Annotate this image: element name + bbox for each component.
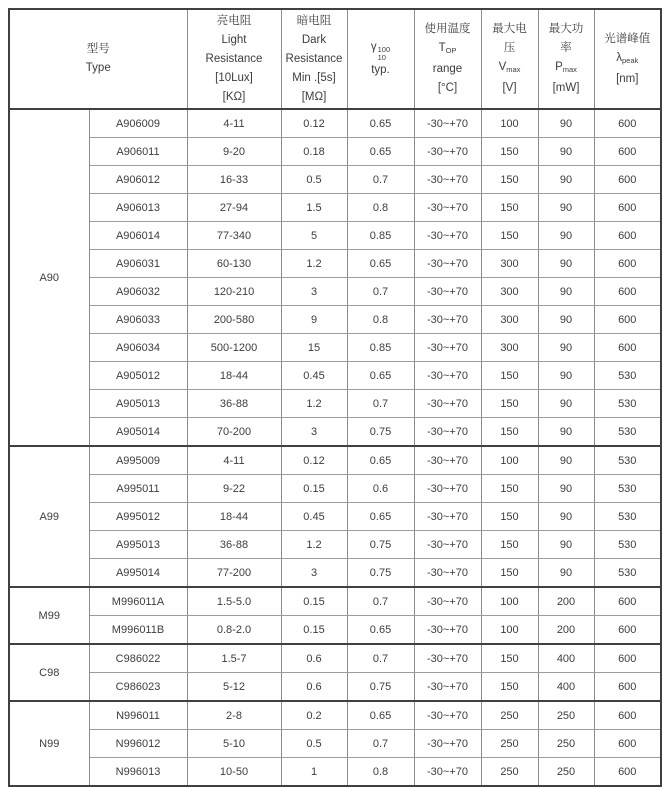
cell-vmax: 150 (481, 166, 538, 194)
cell-vmax: 150 (481, 194, 538, 222)
cell-dark-resistance: 15 (281, 334, 347, 362)
cell-vmax: 300 (481, 250, 538, 278)
cell-dark-resistance: 0.15 (281, 616, 347, 645)
cell-gamma: 0.75 (347, 559, 414, 588)
cell-pmax: 90 (538, 531, 594, 559)
header-line: [mW] (552, 82, 580, 94)
cell-vmax: 300 (481, 334, 538, 362)
cell-vmax: 250 (481, 730, 538, 758)
header-line: [KΩ] (222, 90, 246, 103)
cell-lambda-peak: 600 (594, 194, 661, 222)
cell-gamma: 0.65 (347, 250, 414, 278)
header-row (9, 9, 661, 109)
cell-pmax: 90 (538, 390, 594, 418)
cell-light-resistance: 4-11 (187, 109, 281, 138)
cell-light-resistance: 120-210 (187, 278, 281, 306)
cell-gamma: 0.65 (347, 446, 414, 475)
cell-gamma: 0.75 (347, 418, 414, 447)
cell-vmax: 150 (481, 362, 538, 390)
header-line: range (432, 63, 463, 75)
cell-pmax: 400 (538, 673, 594, 702)
cell-model: A995009 (89, 446, 187, 475)
cell-lambda-peak: 530 (594, 503, 661, 531)
cell-dark-resistance: 0.45 (281, 362, 347, 390)
cell-model: A905014 (89, 418, 187, 447)
cell-model: A906012 (89, 166, 187, 194)
table-row (9, 673, 661, 702)
cell-vmax: 300 (481, 278, 538, 306)
cell-lambda-peak: 530 (594, 446, 661, 475)
header-line: 亮电阻 (216, 14, 252, 27)
cell-dark-resistance: 0.45 (281, 503, 347, 531)
group-label: A90 (9, 109, 89, 446)
cell-gamma: 0.65 (347, 109, 414, 138)
header-line: typ. (371, 64, 390, 76)
cell-model: A995014 (89, 559, 187, 588)
cell-temp-range: -30~+70 (414, 758, 481, 787)
temp-symbol: $T_{OP}$ (438, 42, 457, 55)
cell-vmax: 100 (481, 109, 538, 138)
cell-vmax: 150 (481, 222, 538, 250)
cell-lambda-peak: 600 (594, 616, 661, 645)
table-row (9, 730, 661, 758)
cell-temp-range: -30~+70 (414, 250, 481, 278)
cell-model: A906034 (89, 334, 187, 362)
cell-vmax: 250 (481, 701, 538, 730)
cell-dark-resistance: 0.15 (281, 475, 347, 503)
cell-gamma: 0.65 (347, 616, 414, 645)
table-row (9, 531, 661, 559)
cell-lambda-peak: 530 (594, 531, 661, 559)
cell-lambda-peak: 600 (594, 138, 661, 166)
col-header-pmax (538, 9, 594, 109)
cell-vmax: 150 (481, 559, 538, 588)
cell-lambda-peak: 600 (594, 587, 661, 616)
col-header-light-resistance (187, 9, 281, 109)
cell-temp-range: -30~+70 (414, 531, 481, 559)
cell-lambda-peak: 530 (594, 559, 661, 588)
cell-light-resistance: 36-88 (187, 390, 281, 418)
cell-vmax: 150 (481, 475, 538, 503)
cell-lambda-peak: 600 (594, 758, 661, 787)
cell-vmax: 150 (481, 644, 538, 673)
cell-lambda-peak: 600 (594, 644, 661, 673)
header-line: 率 (560, 42, 572, 54)
cell-pmax: 200 (538, 587, 594, 616)
table-row (9, 644, 661, 673)
cell-dark-resistance: 0.2 (281, 701, 347, 730)
cell-light-resistance: 36-88 (187, 531, 281, 559)
cell-vmax: 150 (481, 138, 538, 166)
cell-model: A906011 (89, 138, 187, 166)
cell-model: N996013 (89, 758, 187, 787)
cell-gamma: 0.85 (347, 222, 414, 250)
cell-temp-range: -30~+70 (414, 475, 481, 503)
cell-pmax: 90 (538, 278, 594, 306)
cell-lambda-peak: 600 (594, 730, 661, 758)
header-line: [MΩ] (301, 90, 327, 103)
cell-light-resistance: 18-44 (187, 503, 281, 531)
cell-pmax: 90 (538, 334, 594, 362)
cell-dark-resistance: 0.6 (281, 673, 347, 702)
cell-pmax: 250 (538, 758, 594, 787)
cell-model: A906009 (89, 109, 187, 138)
header-line: 暗电阻 (296, 14, 332, 27)
header-line: [10Lux] (215, 71, 253, 84)
cell-dark-resistance: 3 (281, 278, 347, 306)
cell-light-resistance: 18-44 (187, 362, 281, 390)
table-row (9, 475, 661, 503)
cell-pmax: 250 (538, 730, 594, 758)
cell-vmax: 150 (481, 503, 538, 531)
cell-temp-range: -30~+70 (414, 673, 481, 702)
header-line: Min .[5s] (292, 71, 336, 84)
cell-pmax: 400 (538, 644, 594, 673)
cell-lambda-peak: 600 (594, 701, 661, 730)
col-header-temp-range (414, 9, 481, 109)
col-header-lambda-peak (594, 9, 661, 109)
cell-vmax: 150 (481, 673, 538, 702)
gamma-symbol: γ 100 10 (370, 41, 391, 62)
cell-temp-range: -30~+70 (414, 362, 481, 390)
type-label-cn: 型号 (86, 43, 110, 55)
cell-temp-range: -30~+70 (414, 194, 481, 222)
table-row (9, 222, 661, 250)
cell-temp-range: -30~+70 (414, 222, 481, 250)
table-row (9, 701, 661, 730)
table-row (9, 250, 661, 278)
cell-dark-resistance: 1.5 (281, 194, 347, 222)
cell-light-resistance: 10-50 (187, 758, 281, 787)
cell-pmax: 90 (538, 559, 594, 588)
cell-dark-resistance: 0.6 (281, 644, 347, 673)
col-header-dark-resistance (281, 9, 347, 109)
cell-temp-range: -30~+70 (414, 109, 481, 138)
cell-model: N996011 (89, 701, 187, 730)
cell-dark-resistance: 0.12 (281, 446, 347, 475)
cell-lambda-peak: 600 (594, 334, 661, 362)
cell-dark-resistance: 0.18 (281, 138, 347, 166)
col-header-type (9, 9, 187, 109)
vmax-symbol: $V_{max}$ (498, 61, 521, 74)
cell-model: M996011B (89, 616, 187, 645)
group-label: N99 (9, 701, 89, 786)
table-row (9, 362, 661, 390)
cell-temp-range: -30~+70 (414, 166, 481, 194)
cell-lambda-peak: 530 (594, 475, 661, 503)
cell-light-resistance: 200-580 (187, 306, 281, 334)
header-line: Resistance (285, 52, 343, 65)
cell-lambda-peak: 600 (594, 250, 661, 278)
header-line: 光谱峰值 (604, 32, 651, 45)
cell-pmax: 90 (538, 138, 594, 166)
cell-model: A906014 (89, 222, 187, 250)
cell-temp-range: -30~+70 (414, 446, 481, 475)
cell-lambda-peak: 600 (594, 222, 661, 250)
cell-lambda-peak: 600 (594, 109, 661, 138)
cell-dark-resistance: 3 (281, 559, 347, 588)
cell-gamma: 0.75 (347, 673, 414, 702)
cell-pmax: 90 (538, 475, 594, 503)
table-row (9, 616, 661, 645)
cell-lambda-peak: 600 (594, 673, 661, 702)
cell-pmax: 90 (538, 109, 594, 138)
cell-gamma: 0.8 (347, 758, 414, 787)
cell-dark-resistance: 5 (281, 222, 347, 250)
col-header-vmax (481, 9, 538, 109)
cell-temp-range: -30~+70 (414, 503, 481, 531)
cell-model: C986022 (89, 644, 187, 673)
cell-gamma: 0.65 (347, 138, 414, 166)
cell-dark-resistance: 0.5 (281, 166, 347, 194)
group-label: C98 (9, 644, 89, 701)
cell-vmax: 150 (481, 531, 538, 559)
cell-gamma: 0.65 (347, 362, 414, 390)
header-line: Resistance (205, 52, 263, 65)
cell-pmax: 90 (538, 306, 594, 334)
spec-table (8, 8, 662, 787)
table-row (9, 166, 661, 194)
cell-model: N996012 (89, 730, 187, 758)
cell-pmax: 90 (538, 166, 594, 194)
cell-temp-range: -30~+70 (414, 587, 481, 616)
cell-lambda-peak: 600 (594, 306, 661, 334)
group-label: M99 (9, 587, 89, 644)
cell-gamma: 0.7 (347, 644, 414, 673)
table-row (9, 278, 661, 306)
cell-lambda-peak: 530 (594, 362, 661, 390)
header-line: 最大电 (492, 23, 527, 35)
cell-pmax: 90 (538, 362, 594, 390)
cell-model: C986023 (89, 673, 187, 702)
gamma-ratio: 100 10 (377, 45, 391, 62)
cell-gamma: 0.8 (347, 194, 414, 222)
cell-gamma: 0.65 (347, 701, 414, 730)
group-label: A99 (9, 446, 89, 587)
cell-light-resistance: 9-22 (187, 475, 281, 503)
cell-model: A905013 (89, 390, 187, 418)
cell-light-resistance: 4-11 (187, 446, 281, 475)
cell-light-resistance: 9-20 (187, 138, 281, 166)
cell-temp-range: -30~+70 (414, 644, 481, 673)
cell-lambda-peak: 530 (594, 418, 661, 447)
cell-gamma: 0.7 (347, 730, 414, 758)
cell-lambda-peak: 600 (594, 278, 661, 306)
cell-lambda-peak: 530 (594, 390, 661, 418)
cell-pmax: 90 (538, 222, 594, 250)
table-row (9, 587, 661, 616)
table-row (9, 418, 661, 447)
cell-pmax: 200 (538, 616, 594, 645)
cell-light-resistance: 60-130 (187, 250, 281, 278)
cell-light-resistance: 77-200 (187, 559, 281, 588)
table-body (9, 109, 661, 786)
cell-dark-resistance: 9 (281, 306, 347, 334)
cell-light-resistance: 1.5-7 (187, 644, 281, 673)
cell-light-resistance: 77-340 (187, 222, 281, 250)
cell-light-resistance: 27-94 (187, 194, 281, 222)
cell-vmax: 150 (481, 418, 538, 447)
cell-pmax: 90 (538, 194, 594, 222)
cell-gamma: 0.75 (347, 531, 414, 559)
cell-temp-range: -30~+70 (414, 390, 481, 418)
cell-gamma: 0.6 (347, 475, 414, 503)
cell-vmax: 300 (481, 306, 538, 334)
table-row (9, 138, 661, 166)
cell-dark-resistance: 3 (281, 418, 347, 447)
cell-gamma: 0.7 (347, 390, 414, 418)
table-row (9, 446, 661, 475)
header-line: [°C] (437, 82, 458, 94)
cell-temp-range: -30~+70 (414, 334, 481, 362)
cell-dark-resistance: 1.2 (281, 250, 347, 278)
cell-gamma: 0.8 (347, 306, 414, 334)
cell-temp-range: -30~+70 (414, 418, 481, 447)
table-row (9, 334, 661, 362)
cell-temp-range: -30~+70 (414, 559, 481, 588)
cell-temp-range: -30~+70 (414, 278, 481, 306)
cell-dark-resistance: 1 (281, 758, 347, 787)
cell-dark-resistance: 1.2 (281, 390, 347, 418)
table-row (9, 503, 661, 531)
cell-gamma: 0.65 (347, 503, 414, 531)
header-line: 压 (503, 42, 516, 54)
cell-temp-range: -30~+70 (414, 616, 481, 645)
cell-light-resistance: 2-8 (187, 701, 281, 730)
cell-temp-range: -30~+70 (414, 138, 481, 166)
header-line: Light (221, 33, 247, 46)
header-line: [nm] (616, 72, 639, 85)
cell-model: A995013 (89, 531, 187, 559)
cell-light-resistance: 16-33 (187, 166, 281, 194)
cell-model: A906032 (89, 278, 187, 306)
cell-dark-resistance: 0.5 (281, 730, 347, 758)
cell-lambda-peak: 600 (594, 166, 661, 194)
cell-light-resistance: 0.8-2.0 (187, 616, 281, 645)
cell-pmax: 90 (538, 503, 594, 531)
cell-light-resistance: 500-1200 (187, 334, 281, 362)
cell-model: A906013 (89, 194, 187, 222)
table-row (9, 194, 661, 222)
cell-model: A906031 (89, 250, 187, 278)
table-header (9, 9, 661, 109)
cell-temp-range: -30~+70 (414, 701, 481, 730)
lambda-symbol: $\lambda_{peak}$ (616, 51, 639, 65)
cell-model: A905012 (89, 362, 187, 390)
pmax-symbol: $P_{max}$ (555, 61, 577, 74)
table-row (9, 758, 661, 787)
cell-model: M996011A (89, 587, 187, 616)
cell-gamma: 0.85 (347, 334, 414, 362)
cell-light-resistance: 70-200 (187, 418, 281, 447)
cell-vmax: 150 (481, 390, 538, 418)
cell-vmax: 250 (481, 758, 538, 787)
cell-vmax: 100 (481, 616, 538, 645)
header-line: 最大功 (548, 23, 584, 35)
cell-temp-range: -30~+70 (414, 730, 481, 758)
header-line: 使用温度 (424, 23, 471, 35)
cell-dark-resistance: 0.12 (281, 109, 347, 138)
table-row (9, 559, 661, 588)
cell-model: A995011 (89, 475, 187, 503)
cell-pmax: 90 (538, 418, 594, 447)
cell-light-resistance: 1.5-5.0 (187, 587, 281, 616)
cell-pmax: 90 (538, 446, 594, 475)
cell-light-resistance: 5-12 (187, 673, 281, 702)
cell-dark-resistance: 1.2 (281, 531, 347, 559)
header-line: Dark (301, 33, 327, 46)
col-header-gamma (347, 9, 414, 109)
table-row (9, 109, 661, 138)
cell-vmax: 100 (481, 587, 538, 616)
cell-model: A995012 (89, 503, 187, 531)
header-line: [V] (502, 82, 517, 94)
cell-dark-resistance: 0.15 (281, 587, 347, 616)
cell-light-resistance: 5-10 (187, 730, 281, 758)
table-row (9, 390, 661, 418)
cell-vmax: 100 (481, 446, 538, 475)
cell-gamma: 0.7 (347, 587, 414, 616)
cell-gamma: 0.7 (347, 166, 414, 194)
cell-pmax: 250 (538, 701, 594, 730)
table-row (9, 306, 661, 334)
cell-pmax: 90 (538, 250, 594, 278)
cell-model: A906033 (89, 306, 187, 334)
cell-temp-range: -30~+70 (414, 306, 481, 334)
cell-gamma: 0.7 (347, 278, 414, 306)
type-label-en: Type (85, 62, 111, 74)
